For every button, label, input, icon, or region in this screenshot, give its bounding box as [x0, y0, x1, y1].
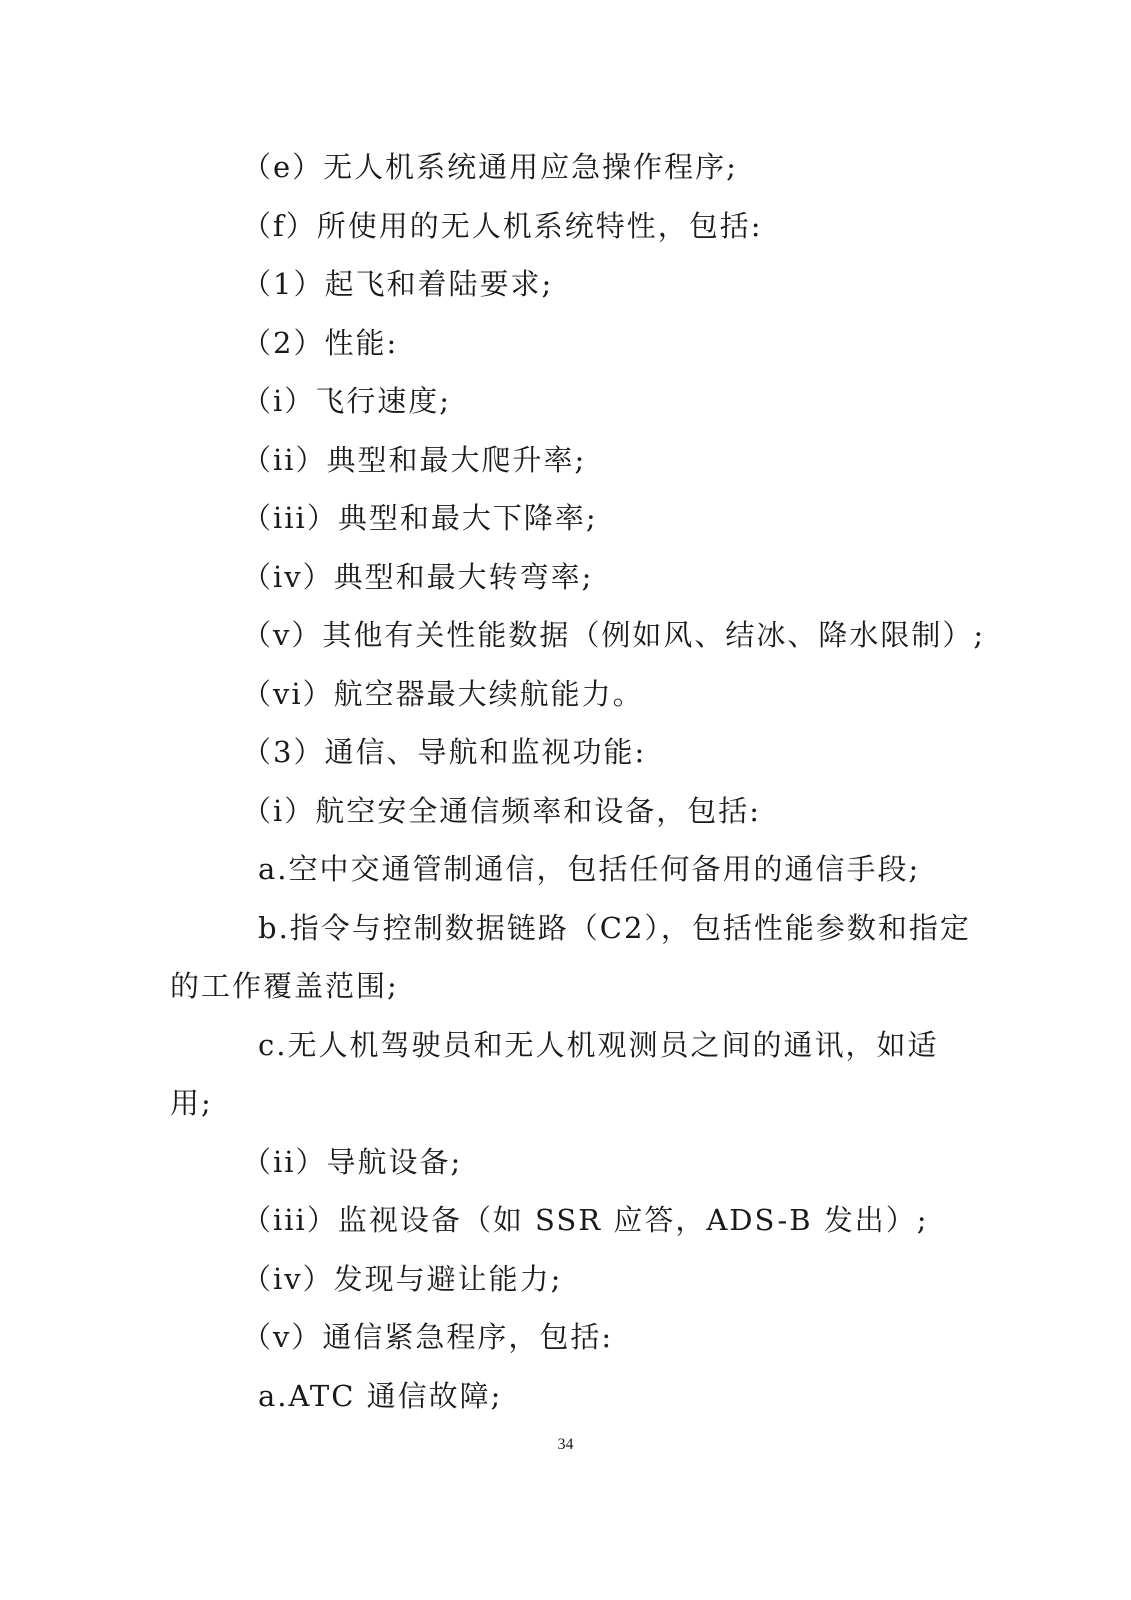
- text-line: （iv）发现与避让能力;: [242, 1261, 563, 1296]
- text-line: （v）其他有关性能数据（例如风、结冰、降水限制）;: [242, 618, 986, 652]
- text-line: 用;: [170, 1086, 213, 1120]
- text-line: 的工作覆盖范围;: [170, 969, 399, 1003]
- text-line: （3）通信、导航和监视功能:: [242, 735, 647, 769]
- text-line: a.ATC 通信故障;: [258, 1378, 503, 1413]
- text-line: （f）所使用的无人机系统特性，包括:: [242, 208, 763, 243]
- text-line: b.指令与控制数据链路（C2），包括性能参数和指定: [258, 910, 971, 945]
- text-line: （2）性能:: [242, 325, 399, 360]
- text-line: （e）无人机系统通用应急操作程序;: [242, 150, 738, 184]
- text-line: a.空中交通管制通信，包括任何备用的通信手段;: [258, 852, 921, 886]
- page-number: 34: [557, 1436, 574, 1453]
- text-line: （vi）航空器最大续航能力。: [242, 676, 644, 711]
- text-line: （1）起飞和着陆要求;: [242, 267, 554, 301]
- text-line: （iii）监视设备（如 SSR 应答，ADS-B 发出）;: [242, 1203, 929, 1237]
- text-line: （i）飞行速度;: [242, 384, 452, 418]
- text-line: c.无人机驾驶员和无人机观测员之间的通讯，如适: [258, 1027, 939, 1062]
- text-line: （ii）导航设备;: [242, 1144, 463, 1179]
- text-line: （iv）典型和最大转弯率;: [242, 559, 594, 594]
- text-line: （iii）典型和最大下降率;: [242, 501, 598, 535]
- text-line: （ii）典型和最大爬升率;: [242, 442, 587, 477]
- body-text: [170, 138, 986, 1425]
- text-line: （i）航空安全通信频率和设备，包括:: [242, 793, 762, 828]
- text-line: （v）通信紧急程序，包括:: [242, 1320, 614, 1354]
